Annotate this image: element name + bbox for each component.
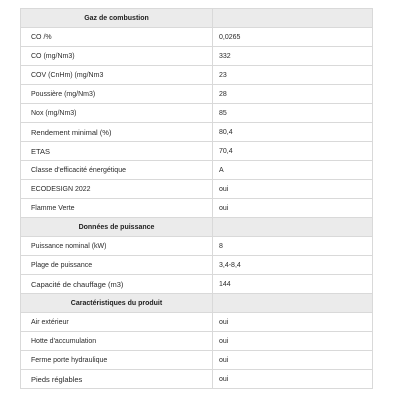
table-row [21,180,373,199]
row-value: 8 [213,237,373,256]
section-title: Caractéristiques du produit [21,294,213,313]
table-row [21,142,373,161]
section-header-empty-cell [213,294,373,313]
section-title: Gaz de combustion [21,9,213,28]
table-row [21,275,373,294]
row-value: A [213,161,373,180]
row-label: ECODESIGN 2022 [21,180,213,199]
row-label: Ferme porte hydraulique [21,351,213,370]
table-row [21,237,373,256]
section-header-power [21,218,373,237]
row-label: Plage de puissance [21,256,213,275]
table-row [21,332,373,351]
section-header-empty-cell [213,218,373,237]
row-label: Poussière (mg/Nm3) [21,85,213,104]
section-header-combustion [21,9,373,28]
table-row [21,85,373,104]
row-label: Classe d'efficacité énergétique [21,161,213,180]
row-value: oui [213,199,373,218]
row-value: 332 [213,47,373,66]
row-label: ETAS [21,142,213,161]
row-value: 144 [213,275,373,294]
row-value: 0,0265 [213,28,373,47]
table-row [21,313,373,332]
row-label: Rendement minimal (%) [21,123,213,142]
row-value: 23 [213,66,373,85]
table-row [21,199,373,218]
table-row [21,256,373,275]
section-title: Données de puissance [21,218,213,237]
row-label: CO /% [21,28,213,47]
row-value: 28 [213,85,373,104]
table-row [21,66,373,85]
table-row [21,351,373,370]
spec-sheet [20,8,372,389]
table-row [21,161,373,180]
row-label: Nox (mg/Nm3) [21,104,213,123]
table-row [21,370,373,389]
section-header-features [21,294,373,313]
row-value: oui [213,180,373,199]
row-value: 80,4 [213,123,373,142]
row-label: Hotte d'accumulation [21,332,213,351]
row-value: 85 [213,104,373,123]
table-row [21,28,373,47]
table-row [21,123,373,142]
table-row [21,104,373,123]
row-label: Pieds réglables [21,370,213,389]
row-value: oui [213,351,373,370]
row-value: oui [213,313,373,332]
row-label: Flamme Verte [21,199,213,218]
row-value: oui [213,370,373,389]
section-header-empty-cell [213,9,373,28]
row-label: CO (mg/Nm3) [21,47,213,66]
table-row [21,47,373,66]
row-label: Air extérieur [21,313,213,332]
row-value: oui [213,332,373,351]
row-value: 70,4 [213,142,373,161]
row-label: Capacité de chauffage (m3) [21,275,213,294]
row-value: 3,4-8,4 [213,256,373,275]
spec-table [20,8,373,389]
row-label: COV (CnHm) (mg/Nm3 [21,66,213,85]
row-label: Puissance nominal (kW) [21,237,213,256]
